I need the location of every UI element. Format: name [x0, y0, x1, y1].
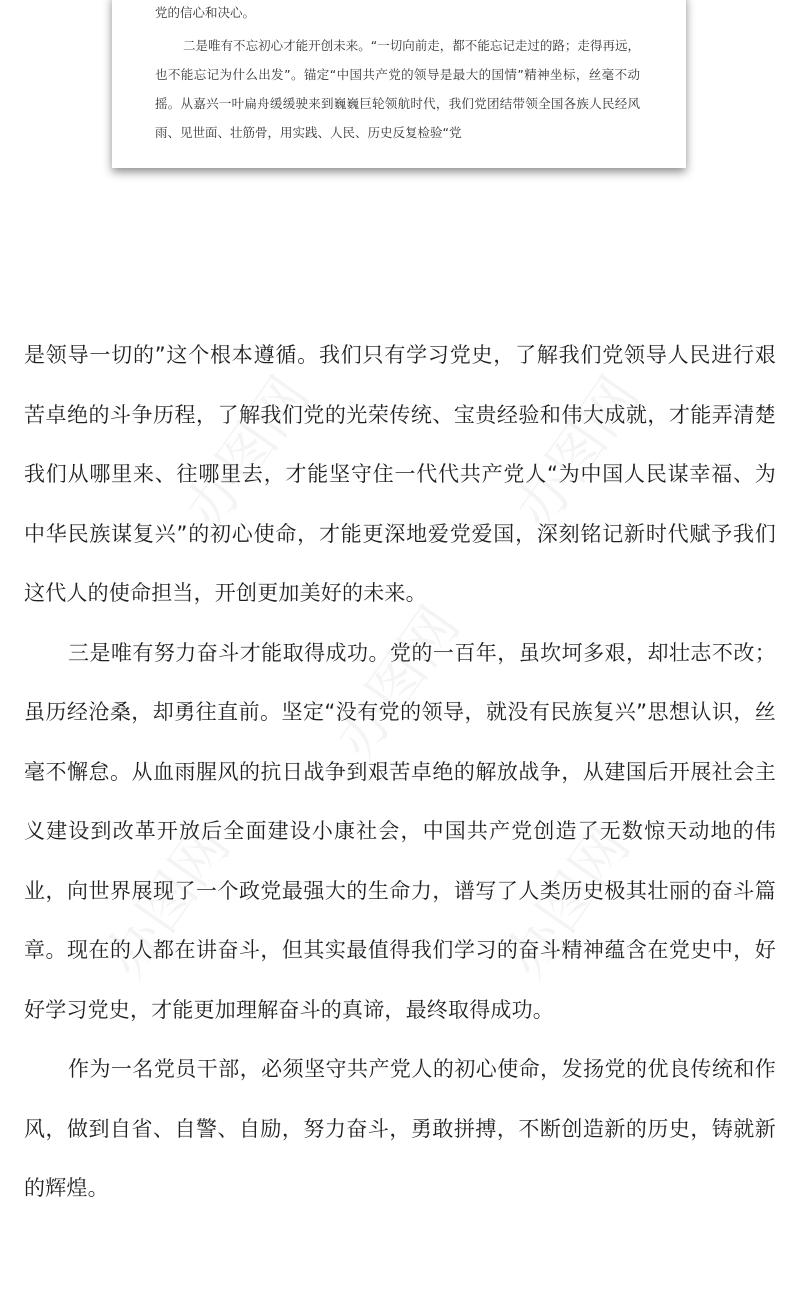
document-preview-card — [112, 0, 686, 168]
article-body — [24, 326, 776, 1219]
preview-line: 党的信心和决心。 — [155, 5, 256, 20]
preview-paragraph: 二是唯有不忘初心才能开创未来。“一切向前走，都不能忘记走过的路；走得再远，也不能忘记为什么出发”。锚定“中国共产党的领导是最大的国情”精神坐标，丝毫不动摇。从嘉兴一叶扁舟缓缓驶来到巍巍巨轮领航时代，我们党团结带领全国各族人民经风雨、见世面、壮筋骨，用实践、人民、历史反复检验“党 — [155, 38, 640, 140]
body-paragraph-3: 作为一名党员干部，必须坚守共产党人的初心使命，发扬党的优良传统和作风，做到自省、自警、自励，努力奋斗，勇敢拼搏，不断创造新的历史，铸就新的辉煌。 — [24, 1057, 776, 1200]
body-paragraph-1: 是领导一切的”这个根本遵循。我们只有学习党史，了解我们党领导人民进行艰苦卓绝的斗争历程，了解我们党的光荣传统、宝贵经验和伟大成就，才能弄清楚我们从哪里来、往哪里去，才能坚守住一代代共产党人“为中国人民谋幸福、为中华民族谋复兴”的初心使命，才能更深地爱党爱国，深刻铭记新时代赋予我们这代人的使命担当，开创更加美好的未来。 — [24, 343, 776, 605]
body-paragraph-2: 三是唯有努力奋斗才能取得成功。党的一百年，虽坎坷多艰，却壮志不改；虽历经沧桑，却勇往直前。坚定“没有党的领导，就没有民族复兴”思想认识，丝毫不懈怠。从血雨腥风的抗日战争到艰苦卓绝的解放战争，从建国后开展社会主义建设到改革开放后全面建设小康社会，中国共产党创造了无数惊天动地的伟业，向世界展现了一个政党最强大的生命力，谱写了人类历史极其壮丽的奋斗篇章。现在的人都在讲奋斗，但其实最值得我们学习的奋斗精神蕴含在党史中，好好学习党史，才能更加理解奋斗的真谛，最终取得成功。 — [24, 640, 776, 1022]
